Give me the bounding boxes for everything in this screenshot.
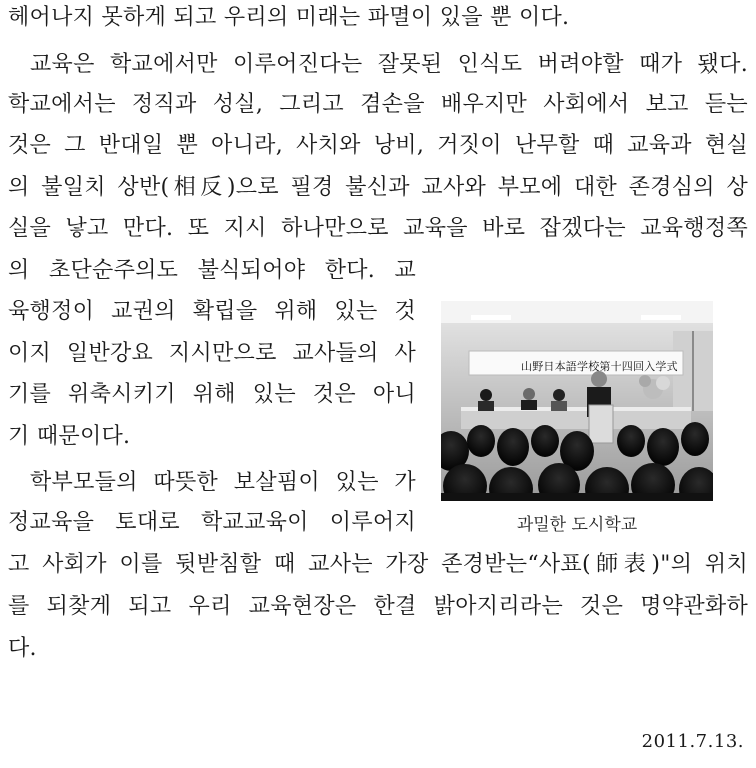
text-line: 교육은 학교에서만 이루어진다는 잘못된 인식도 버려야할 때가 됐다. <box>30 52 748 77</box>
text-line: 를 되찾게 되고 우리 교육현장은 한결 밝아지리라는 것은 명약관화하 <box>8 594 748 619</box>
photo-caption: 과밀한 도시학교 <box>516 515 638 535</box>
text-line: 다. <box>8 636 37 661</box>
text-line: 기 때문이다. <box>8 424 131 449</box>
text-line: 것은 그 반대일 뿐 아니라, 사치와 낭비, 거짓이 난무할 때 교육과 현실 <box>8 133 748 158</box>
ceremony-photo <box>441 301 713 501</box>
banner-text: 山野日本語学校第十四回入学式 <box>521 360 678 373</box>
text-line: 의 불일치 상반(相反)으로 필경 불신과 교사와 부모에 대한 존경심의 상 <box>8 175 748 200</box>
text-line: 기를 위축시키기 위해 있는 것은 아니 <box>8 382 416 407</box>
text-line: 이지 일반강요 지시만으로 교사들의 사 <box>8 341 416 366</box>
text-line: 학교에서는 정직과 성실, 그리고 겸손을 배우지만 사회에서 보고 듣는 <box>8 92 748 117</box>
ceremony-photo-image <box>441 301 713 501</box>
text-line: 정교육을 토대로 학교교육이 이루어지 <box>8 510 416 535</box>
text-line: 육행정이 교권의 확립을 위해 있는 것 <box>8 299 416 324</box>
text-line: 고 사회가 이를 뒷받침할 때 교사는 가장 존경받는“사표(師表)"의 위치 <box>8 552 748 577</box>
text-line: 실을 낳고 만다. 또 지시 하나만으로 교육을 바로 잡겠다는 교육행정쪽 <box>8 216 748 241</box>
date-label: 2011.7.13. <box>641 731 744 752</box>
text-line: 헤어나지 못하게 되고 우리의 미래는 파멸이 있을 뿐 이다. <box>8 5 570 30</box>
text-line: 학부모들의 따뜻한 보살핌이 있는 가 <box>30 470 416 495</box>
text-line: 의 초단순주의도 불식되어야 한다. 교 <box>8 258 416 283</box>
